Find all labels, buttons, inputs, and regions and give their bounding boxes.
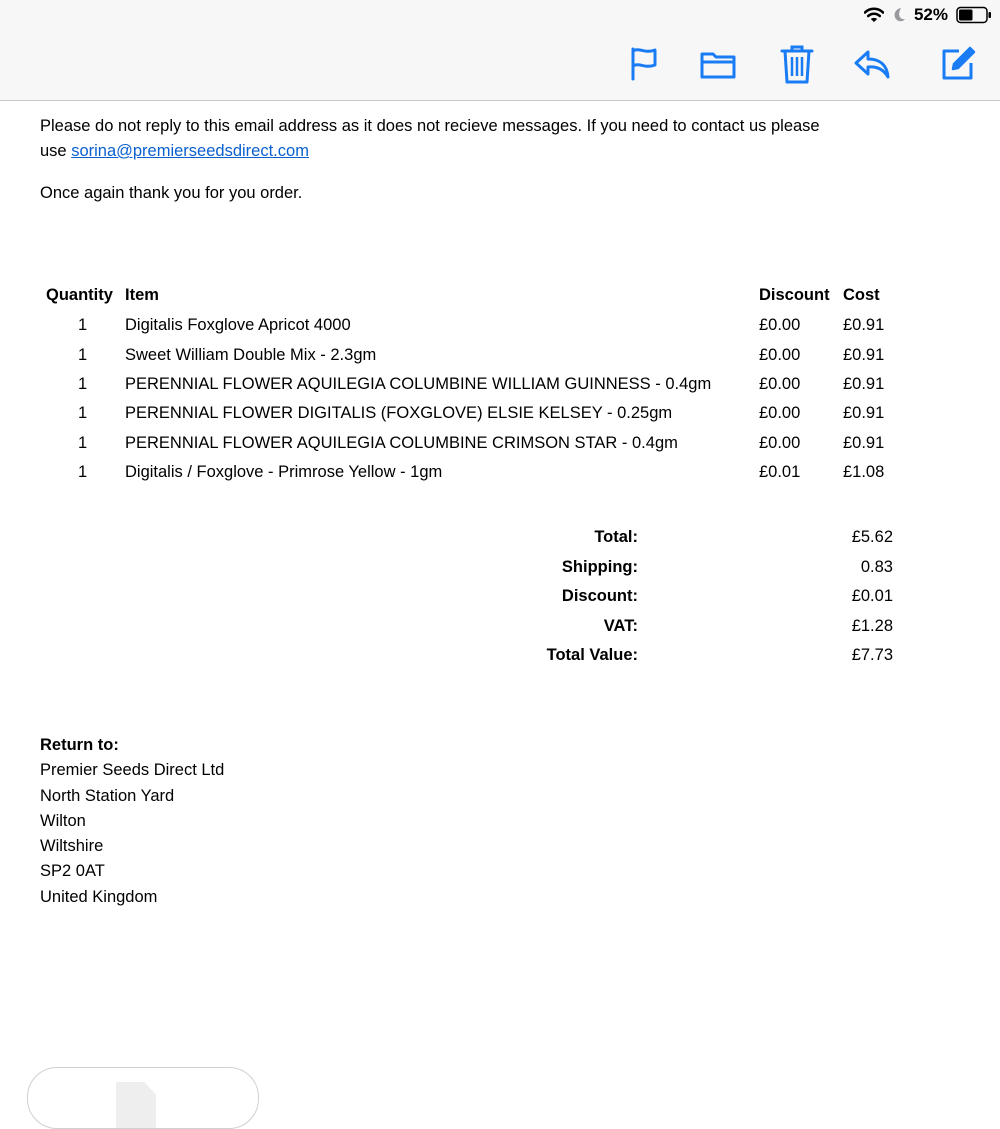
vat-row: VAT: £1.28 [603,617,893,635]
header-cost: Cost [843,286,880,304]
shipping-row: Shipping: 0.83 [561,558,893,576]
trash-button[interactable] [777,44,817,84]
total-value-row: Total Value: £7.73 [546,646,893,664]
battery-icon [956,6,992,24]
table-row: 1 PERENNIAL FLOWER AQUILEGIA COLUMBINE CRIMSON STAR - 0.4gm £0.00 £0.91 [78,434,885,452]
battery-percent: 52% [913,5,948,24]
status-bar [0,0,1000,30]
thanks-message: Once again thank you for you order. [40,184,303,202]
table-row: 1 Digitalis Foxglove Apricot 4000 £0.00 £0.91 [78,316,885,334]
table-row: 1 PERENNIAL FLOWER AQUILEGIA COLUMBINE WILLIAM GUINNESS - 0.4gm £0.00 £0.91 [78,375,885,393]
document-icon [116,1082,156,1129]
header-quantity: Quantity [46,286,113,304]
address-line: North Station Yard [40,786,175,805]
address-line: Wiltshire [40,837,104,856]
compose-button[interactable] [938,44,978,84]
return-address [40,733,224,910]
reply-button[interactable] [852,44,892,84]
header-discount: Discount [759,286,830,304]
contact-email-link[interactable]: sorina@premierseedsdirect.com [71,142,309,160]
no-reply-notice: Please do not reply to this email address as it does not recieve messages. If you need to contact us please use sorina@premierseedsdirect.com [40,117,820,160]
wifi-icon [864,7,884,23]
attachment-card[interactable] [27,1067,259,1129]
table-row: 1 Sweet William Double Mix - 2.3gm £0.00 £0.91 [78,346,885,364]
moon-icon [892,7,906,23]
trash-icon [779,43,815,85]
return-address-title: Return to: [40,736,119,754]
header-item: Item [125,286,159,304]
address-line: Premier Seeds Direct Ltd [40,761,225,780]
compose-icon [939,45,977,83]
flag-icon [627,46,661,82]
reply-icon [852,47,892,81]
address-line: SP2 0AT [40,862,105,881]
folder-icon [699,47,737,81]
order-table-header [0,286,1000,316]
discount-row: Discount: £0.01 [561,587,893,605]
table-row: 1 PERENNIAL FLOWER DIGITALIS (FOXGLOVE) ELSIE KELSEY - 0.25gm £0.00 £0.91 [78,404,885,422]
flag-button[interactable] [624,44,664,84]
address-line: United Kingdom [40,887,158,906]
table-row: 1 Digitalis / Foxglove - Primrose Yellow - 1gm £0.01 £1.08 [78,463,885,481]
total-row: Total: £5.62 [594,528,893,546]
address-line: Wilton [40,811,86,830]
move-to-folder-button[interactable] [698,44,738,84]
